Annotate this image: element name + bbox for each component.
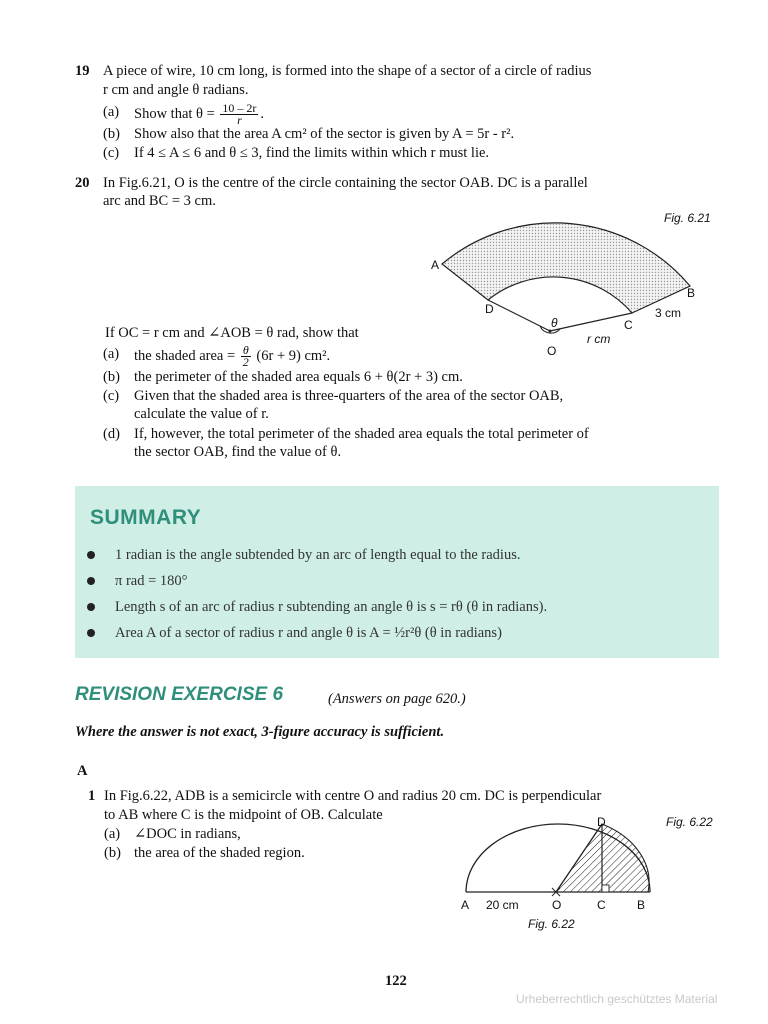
fraction-denominator: 2 xyxy=(242,355,249,369)
right-angle-marker xyxy=(602,885,609,892)
fig-6-21-label-r-cm: r cm xyxy=(587,332,611,346)
revision-q1-number: 1 xyxy=(88,788,96,804)
shaded-annular-sector xyxy=(442,223,690,313)
fig-6-22-label-b: B xyxy=(637,898,646,912)
summary-item-4: Area A of a sector of radius r and angle θ is A = ½r²θ (θ in radians) xyxy=(115,625,502,641)
revision-q1-part-b-label: (b) xyxy=(104,845,121,861)
summary-bullet xyxy=(87,629,95,637)
question-19-part-b-label: (b) xyxy=(103,126,120,142)
watermark: Urheberrechtlich geschütztes Material xyxy=(516,992,718,1006)
question-19-number: 19 xyxy=(75,63,90,79)
fig-6-21-label-o: O xyxy=(547,344,557,358)
summary-bullet xyxy=(87,603,95,611)
fig-6-21-label-a: A xyxy=(431,258,440,272)
question-20-part-d-line-2: the sector OAB, find the value of θ. xyxy=(134,444,342,460)
question-19-part-a-text: Show that θ = xyxy=(134,105,215,122)
question-19-part-c-label: (c) xyxy=(103,145,120,161)
fraction-numerator: 10 – 2r xyxy=(222,101,257,115)
question-20-part-a-fraction xyxy=(241,345,251,368)
summary-item-3: Length s of an arc of radius r subtending an angle θ is s = rθ (θ in radians). xyxy=(115,599,548,615)
revision-q1-part-b: the area of the shaded region. xyxy=(134,845,305,861)
question-19-part-a: Show that θ = $\frac{10 - 2r}{r}$ . xyxy=(134,101,265,127)
summary-item-1: 1 radian is the angle subtended by an arc of length equal to the radius. xyxy=(115,547,521,563)
fig-6-21-label-c: C xyxy=(624,318,633,332)
question-20-line-2: arc and BC = 3 cm. xyxy=(103,193,216,209)
revision-q1-line-1: In Fig.6.22, ADB is a semicircle with centre O and radius 20 cm. DC is perpendicular xyxy=(104,788,602,804)
fraction-denominator: r xyxy=(237,113,242,127)
question-19-line-2: r cm and angle θ radians. xyxy=(103,82,249,98)
revision-q1-part-a: ∠DOC in radians, xyxy=(134,826,241,842)
summary-bullet xyxy=(87,577,95,585)
fig-6-21-label-3cm: 3 cm xyxy=(655,306,682,320)
figure-6-22-caption-top: Fig. 6.22 xyxy=(666,815,713,829)
page-number: 122 xyxy=(385,973,407,989)
question-20-part-a-label: (a) xyxy=(103,346,120,362)
radius-ob-segment xyxy=(550,313,632,331)
revision-q1-line-2: to AB where C is the midpoint of OB. Calculate xyxy=(104,807,383,823)
question-20-part-a xyxy=(134,345,330,368)
question-20-part-b: the perimeter of the shaded area equals 6 + θ(2r + 3) cm. xyxy=(134,369,463,385)
fig-6-22-label-o: O xyxy=(552,898,562,912)
fig-6-22-label-20cm: 20 cm xyxy=(486,898,519,912)
fig-6-21-label-d: D xyxy=(485,302,494,316)
question-19-part-c: If 4 ≤ A ≤ 6 and θ ≤ 3, find the limits within which r must lie. xyxy=(134,145,490,161)
question-20-part-b-label: (b) xyxy=(103,369,120,385)
question-20-number: 20 xyxy=(75,175,90,191)
question-20-line-1: In Fig.6.21, O is the centre of the circle containing the sector OAB. DC is a parallel xyxy=(103,175,588,191)
question-19-part-b: Show also that the area A cm² of the sector is given by A = 5r - r². xyxy=(134,126,515,142)
question-20-part-a-pre: the shaded area = xyxy=(134,347,236,364)
figure-6-22-caption-bottom: Fig. 6.22 xyxy=(528,917,575,931)
question-20-part-d-line-1: If, however, the total perimeter of the shaded area equals the total perimeter of xyxy=(134,426,589,442)
question-19-part-a-fraction xyxy=(220,103,258,126)
question-20-part-c-label: (c) xyxy=(103,388,120,404)
fig-6-22-label-c: C xyxy=(597,898,606,912)
revision-section-a: A xyxy=(77,763,88,779)
figure-6-21 xyxy=(420,214,720,364)
fig-6-21-label-theta: θ xyxy=(551,316,558,330)
summary-title: SUMMARY xyxy=(90,506,202,529)
question-19-part-a-label: (a) xyxy=(103,104,120,120)
question-20-part-c-line-1: Given that the shaded area is three-quarters of the area of the sector OAB, xyxy=(134,388,564,404)
fig-6-22-label-d: D xyxy=(597,815,606,829)
fig-6-21-label-b: B xyxy=(687,286,696,300)
question-20-intro: If OC = r cm and ∠AOB = θ rad, show that xyxy=(105,325,359,341)
summary-item-2: π rad = 180° xyxy=(115,573,188,589)
fraction-numerator: θ xyxy=(241,345,251,357)
question-20-part-d-label: (d) xyxy=(103,426,120,442)
figure-6-22 xyxy=(458,820,662,900)
question-19-line-1: A piece of wire, 10 cm long, is formed into the shape of a sector of a circle of radius xyxy=(103,63,592,79)
revision-exercise-title: REVISION EXERCISE 6 xyxy=(75,684,284,705)
figure-6-21-caption: Fig. 6.21 xyxy=(664,211,711,225)
revision-accuracy-note: Where the answer is not exact, 3-figure accuracy is sufficient. xyxy=(75,724,445,740)
question-20-part-a-post: (6r + 9) cm². xyxy=(256,347,331,364)
summary-bullet xyxy=(87,551,95,559)
question-20-part-c-line-2: calculate the value of r. xyxy=(134,406,269,422)
revision-q1-part-a-label: (a) xyxy=(104,826,121,842)
revision-answers-note: (Answers on page 620.) xyxy=(328,691,466,707)
fig-6-22-label-a: A xyxy=(461,898,470,912)
